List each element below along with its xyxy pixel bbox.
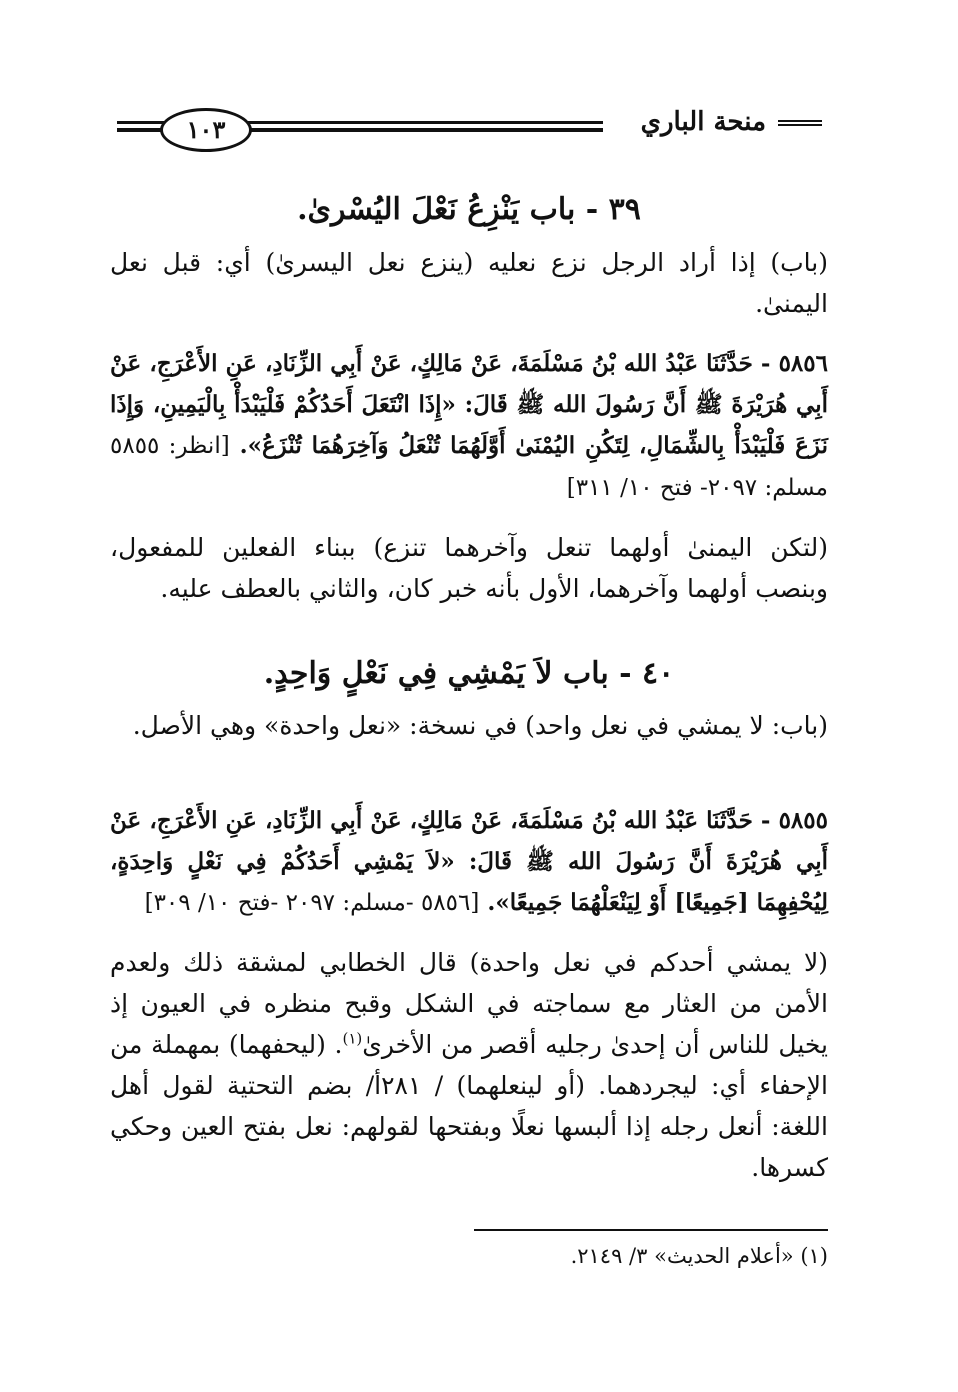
footnote-1: (١) «أعلام الحديث» ٣/ ٢١٤٩. — [570, 1244, 828, 1268]
hadith-explanation-5855 — [110, 942, 828, 1188]
explanation-text-cont: . (ليحفهما) بمهملة من الإحفاء أي: ليجردهما. (أو لينعلهما) / ٢٨١أ/ بضم التحتية لقول أهل اللغة: أنعل رجله إذا ألبسها نعلًا وبفتحها لقولهم: نعل بفتح العين وحكي كسرها. — [110, 1030, 828, 1182]
hadith-reference: [انظر: ٥٨٥٥ مسلم: ٢٠٩٧- فتح ١٠/ ٣١١] — [110, 433, 828, 501]
page-number: ١٠٣ — [160, 108, 252, 152]
footnote-divider — [474, 1229, 828, 1231]
hadith-reference: [٥٨٥٦ -مسلم: ٢٠٩٧ -فتح ١٠/ ٣٠٩] — [144, 890, 480, 916]
chapter-commentary-40: (باب: لا يمشي في نعل واحد) في نسخة: «نعل واحدة» وهي الأصل. — [132, 711, 828, 740]
chapter-heading-40: ٤٠ - باب لاَ يَمْشِي فِي نَعْلٍ وَاحِدٍ. — [263, 656, 675, 691]
chapter-commentary-39: (باب) إذا أراد الرجل نزع نعليه (ينزع نعل اليسرىٰ) أي: قبل نعل اليمنىٰ. — [110, 248, 828, 318]
explanation-text: (لا يمشي أحدكم في نعل واحدة) قال الخطابي لمشقة ذلك ولعدم الأمن من العثار مع سماجته في الشكل وقبح منظره في العيون إذ يخيل للناس أن إحدىٰ رجليه أقصر من الأخرىٰ — [110, 948, 829, 1059]
running-header-title: منحة الباري — [640, 107, 766, 137]
hadith-5856 — [110, 343, 828, 509]
hadith-explanation-5856: (لتكن اليمنىٰ أولهما تنعل وآخرهما تنزع) ببناء الفعلين للمفعول، وبنصب أولهما وآخرهما، الأول بأنه خبر كان، والثاني بالعطف عليه. — [110, 533, 828, 603]
hadith-text: ٥٨٥٦ - حَدَّثَنَا عَبْدُ الله بْنُ مَسْلَمَةَ، عَنْ مَالِكٍ، عَنْ أَبِي الزِّنَادِ، عَنِ الأَعْرَجِ، عَنْ أَبِي هُرَيْرَةَ ﷺ أَنَّ رَسُولَ الله ﷺ قَالَ: «إِذَا انْتَعَلَ أَحَدُكُمْ فَلْيَبْدَأْ بِالْيَمِينِ، وَإِذَا نَزَعَ فَلْيَبْدَأْ بِالشِّمَالِ، لِتَكُنِ اليُمْنَىٰ أَوَّلَهُمَا تُنْعَلُ وَآخِرَهُمَا تُنْزَعُ». — [110, 350, 828, 459]
header-ornament-right — [778, 120, 822, 126]
footnote-marker: (١) — [342, 1029, 363, 1048]
chapter-heading-39: ٣٩ - باب يَنْزِعُ نَعْلَ اليُسْرىٰ. — [297, 192, 641, 227]
hadith-5855 — [110, 800, 828, 924]
hadith-text: ٥٨٥٥ - حَدَّثَنَا عَبْدُ الله بْنُ مَسْلَمَةَ، عَنْ مَالِكٍ، عَنْ أَبِي الزِّنَادِ، عَنِ الأَعْرَجِ، عَنْ أَبِي هُرَيْرَةَ أَنَّ رَسُولَ الله ﷺ قَالَ: «لاَ يَمْشِي أَحَدُكُمْ فِي نَعْلٍ وَاحِدَةٍ، لِيُحْفِهِمَا [جَمِيعًا] أَوْ لِيَنْعَلْهُمَا جَمِيعًا». — [110, 807, 828, 916]
